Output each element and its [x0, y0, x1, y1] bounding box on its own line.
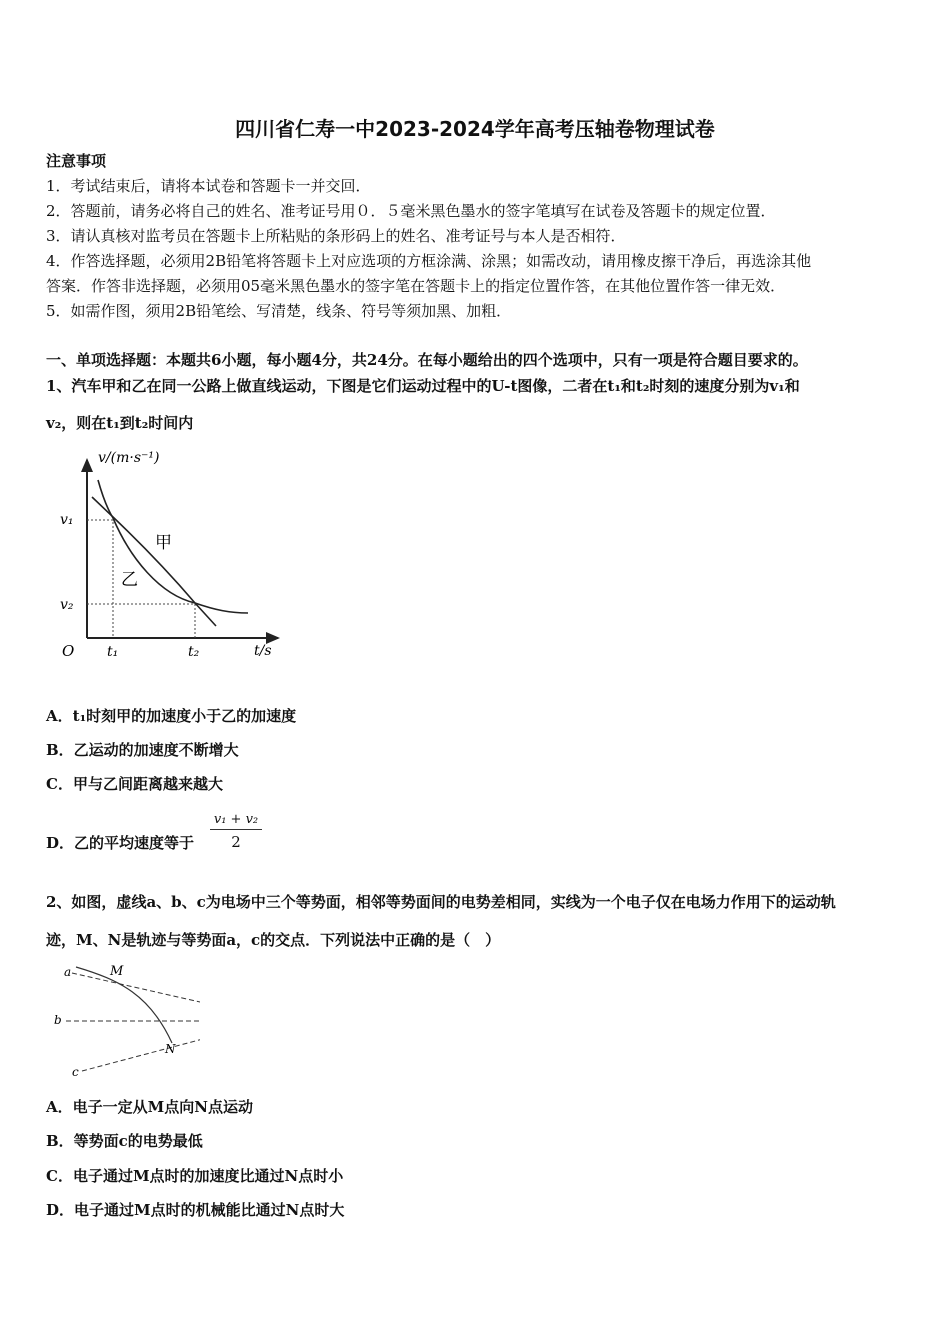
note-item: 1．考试结束后，请将本试卷和答题卡一并交回．: [46, 177, 371, 195]
q2-stem: 2、如图，虚线a、b、c为电场中三个等势面，相邻等势面间的电势差相同，实线为一个电子仅在电场力作用下的运动轨: [46, 893, 836, 911]
x-label: t/s: [254, 643, 272, 659]
label-c: c: [72, 1065, 79, 1079]
curve-jia: [92, 497, 216, 626]
curve-yi: [98, 480, 248, 613]
equipotential-figure: [40, 955, 200, 1085]
note-item: 2．答题前，请务必将自己的姓名、准考证号用０．５毫米黑色墨水的签字笔填写在试卷及答题卡的规定位置．: [46, 202, 776, 220]
note-item: 5．如需作图，须用2B铅笔绘、写清楚，线条、符号等须加黑、加粗．: [46, 302, 512, 320]
electron-trajectory: [76, 967, 172, 1043]
vt-graph: [40, 440, 310, 670]
jia-label: 甲: [155, 533, 172, 553]
fraction-numerator: v₁ + v₂: [210, 812, 262, 830]
label-a: a: [64, 965, 72, 979]
origin-label: O: [62, 642, 75, 660]
label-b: b: [54, 1013, 62, 1027]
note-item: 答案．作答非选择题，必须用05毫米黑色墨水的签字笔在答题卡上的指定位置作答，在其他位置作答一律无效．: [46, 277, 786, 295]
label-m: M: [110, 964, 124, 979]
page-title: 四川省仁寿一中2023-2024学年高考压轴卷物理试卷: [235, 117, 715, 141]
label-n: N: [165, 1042, 176, 1056]
t1-label: t₁: [107, 644, 119, 660]
fraction-denominator: 2: [231, 833, 241, 851]
q2-option-c[interactable]: C．电子通过M点时的加速度比通过N点时小: [46, 1167, 344, 1185]
note-item: 3．请认真核对监考员在答题卡上所粘贴的条形码上的姓名、准考证号与本人是否相符．: [46, 227, 626, 245]
q1-option-d[interactable]: D．乙的平均速度等于: [46, 834, 195, 852]
q1-stem: 1、汽车甲和乙在同一公路上做直线运动，下图是它们运动过程中的U-t图像，二者在t₁和t₂时刻的速度分别为v₁和: [46, 377, 800, 395]
q2-option-d[interactable]: D．电子通过M点时的机械能比通过N点时大: [46, 1201, 345, 1219]
equipotential-a: [72, 973, 200, 1007]
yi-label: 乙: [121, 570, 138, 590]
equipotential-c: [82, 1035, 200, 1071]
notes-heading: 注意事项: [46, 152, 107, 170]
v2-label: v₂: [60, 597, 74, 613]
q2-option-b[interactable]: B．等势面c的电势最低: [46, 1132, 203, 1150]
section-heading: 一、单项选择题：本题共6小题，每小题4分，共24分。在每小题给出的四个选项中，只有一项是符合题目要求的。: [46, 351, 808, 369]
q1-stem-cont: v₂，则在t₁到t₂时间内: [46, 414, 194, 432]
y-label: v/(m·s⁻¹): [98, 450, 160, 466]
q1-option-b[interactable]: B．乙运动的加速度不断增大: [46, 741, 239, 759]
q2-stem-cont: 迹，M、N是轨迹与等势面a，c的交点．下列说法中正确的是（ ）: [46, 931, 501, 949]
average-velocity-fraction: [210, 812, 262, 851]
q1-option-c[interactable]: C．甲与乙间距离越来越大: [46, 775, 223, 793]
note-item: 4．作答选择题，必须用2B铅笔将答题卡上对应选项的方框涂满、涂黑；如需改动，请用橡皮擦干净后，再选涂其他: [46, 252, 812, 270]
q2-option-a[interactable]: A．电子一定从M点向N点运动: [46, 1098, 253, 1116]
q1-option-a[interactable]: A．t₁时刻甲的加速度小于乙的加速度: [46, 707, 297, 725]
t2-label: t₂: [188, 644, 200, 660]
v1-label: v₁: [60, 512, 74, 528]
